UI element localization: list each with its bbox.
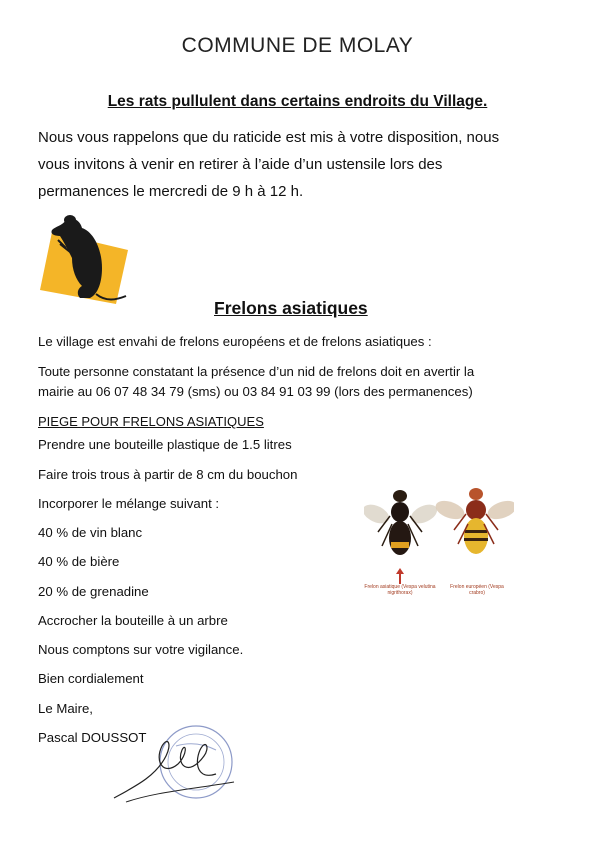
hornets-figure [364,484,514,600]
hornets-illustration [364,484,514,600]
signatory-name: Pascal DOUSSOT [38,730,147,745]
rat-illustration [36,210,132,310]
trap-step: Accrocher la bouteille à un arbre [38,613,228,628]
mix-item: 40 % de bière [38,554,120,569]
trap-step: Incorporer le mélange suivant : [38,496,220,511]
nid-notice [38,362,558,402]
rats-line: vous invitons à venir en retirer à l’aide d’un ustensile lors des [38,156,443,173]
signature-stamp [106,716,241,808]
asian-hornet-caption: Frelon asiatique (Vespa velutina nigrithorax) [364,584,436,596]
frelons-heading: Frelons asiatiques [214,298,368,318]
closing-line: Bien cordialement [38,671,144,686]
page-title: COMMUNE DE MOLAY [181,34,414,57]
invasion-text: Le village est envahi de frelons européens et de frelons asiatiques : [38,334,432,349]
signatory-title: Le Maire, [38,701,93,716]
mix-item: 20 % de grenadine [38,584,149,599]
rats-line: permanences le mercredi de 9 h à 12 h. [38,183,304,200]
rats-heading: Les rats pullulent dans certains endroits du Village. [107,93,488,110]
piege-title: PIEGE POUR FRELONS ASIATIQUES [38,414,264,429]
closing-line: Nous comptons sur votre vigilance. [38,642,244,657]
rats-line: Nous vous rappelons que du raticide est mis à votre disposition, nous [38,129,500,146]
nid-line: mairie au 06 07 48 34 79 (sms) ou 03 84 91 03 99 (lors des permanences) [38,384,473,399]
trap-step: Prendre une bouteille plastique de 1.5 litres [38,437,292,452]
european-hornet-caption: Frelon européen (Vespa crabro) [450,584,504,596]
trap-step: Faire trois trous à partir de 8 cm du bouchon [38,467,298,482]
nid-line: Toute personne constatant la présence d’un nid de frelons doit en avertir la [38,364,475,379]
mix-item: 40 % de vin blanc [38,525,143,540]
rats-paragraph [38,124,568,205]
